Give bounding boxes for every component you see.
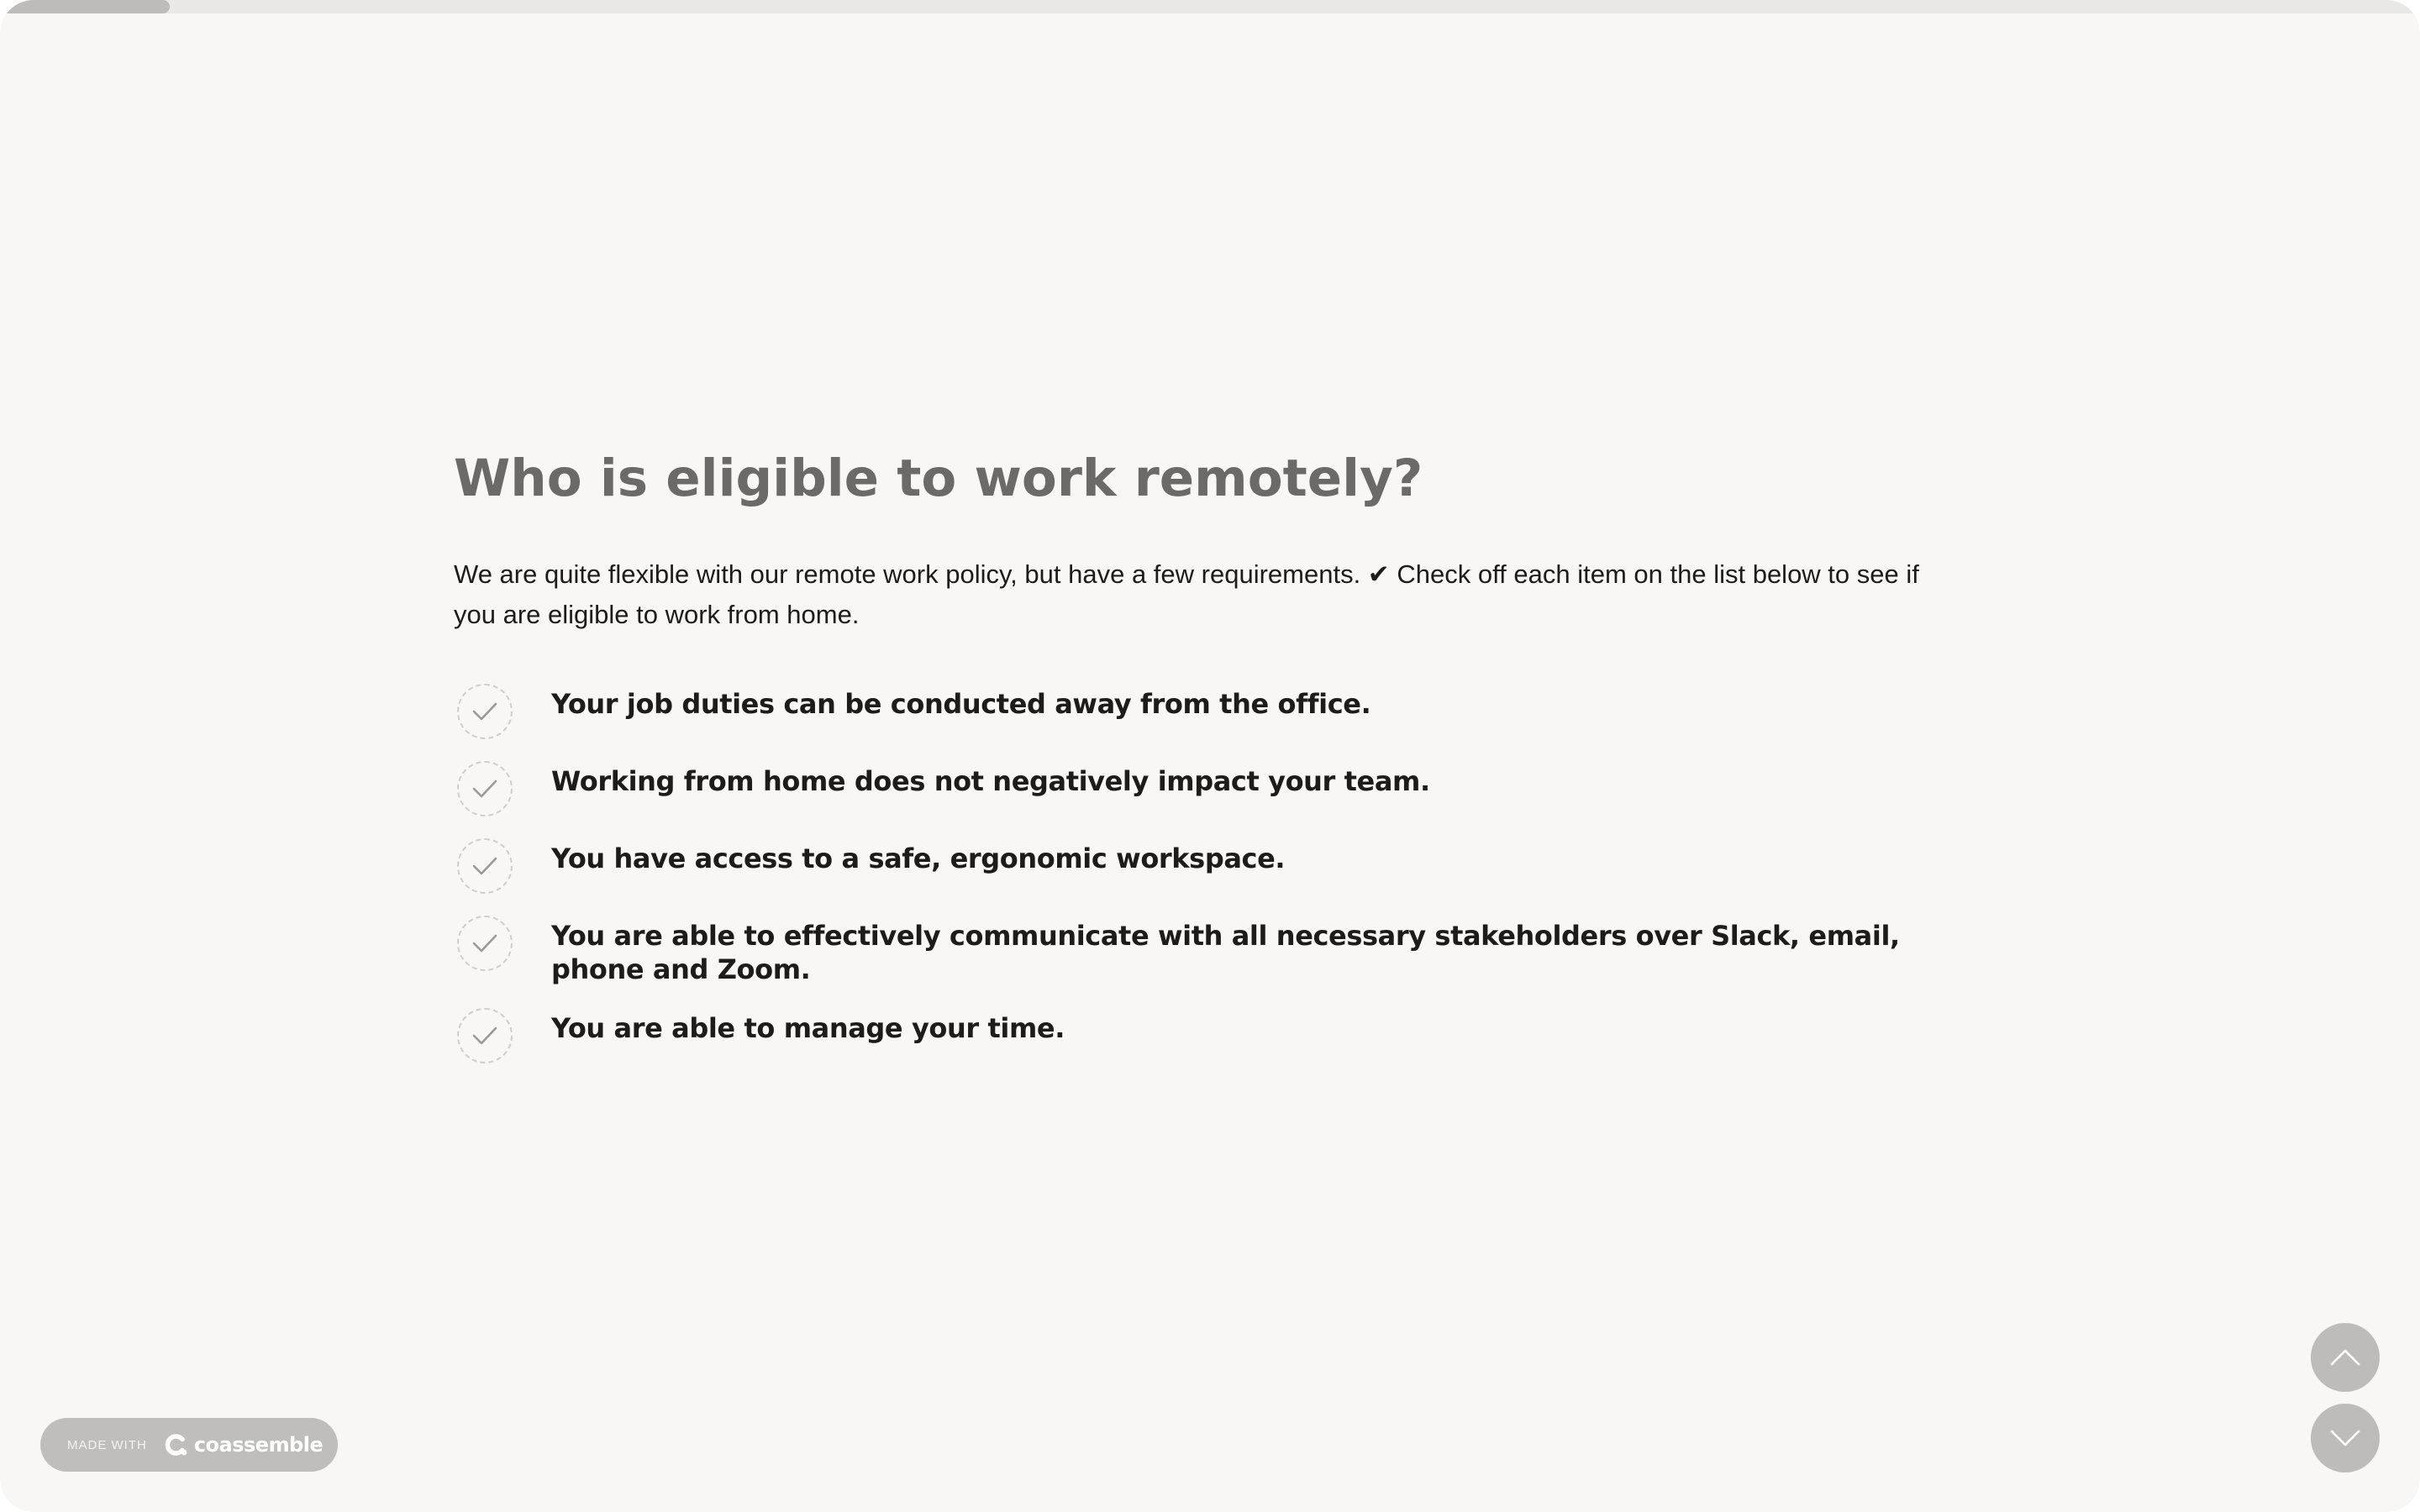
chevron-up-icon — [2327, 1339, 2364, 1376]
lesson-content — [454, 445, 1933, 1089]
checkmark-icon — [469, 1020, 501, 1052]
coassemble-logo-icon — [164, 1432, 189, 1457]
checklist-checkbox[interactable] — [457, 838, 513, 894]
checklist-item-label: You are able to manage your time. — [551, 1012, 1065, 1044]
checklist-checkbox[interactable] — [457, 761, 513, 816]
checklist-item[interactable] — [454, 842, 1933, 894]
checklist-item[interactable] — [454, 1011, 1933, 1063]
intro-text: We are quite flexible with our remote work policy, but have a few requirements. ✔ Check off each item on the list below to see if you are eligible to work from home. — [454, 559, 1919, 629]
checkmark-icon — [469, 773, 501, 805]
badge-made-with-label: MADE WITH — [67, 1437, 147, 1452]
checkmark-icon — [469, 850, 501, 882]
checklist-checkbox[interactable] — [457, 1008, 513, 1063]
checkmark-icon — [469, 696, 501, 727]
chevron-down-icon — [2327, 1420, 2364, 1457]
progress-bar-fill — [0, 0, 170, 13]
checklist-checkbox[interactable] — [457, 684, 513, 739]
checklist-item[interactable] — [454, 919, 1933, 986]
eligibility-checklist — [454, 687, 1933, 1063]
page-title: Who is eligible to work remotely? — [454, 449, 1423, 508]
checklist-item-label: Working from home does not negatively impact your team. — [551, 765, 1430, 797]
checklist-item-label: Your job duties can be conducted away from the office. — [551, 688, 1371, 720]
checklist-item[interactable] — [454, 764, 1933, 816]
checkmark-icon — [469, 927, 501, 959]
badge-brand-name: coassemble — [193, 1433, 324, 1457]
next-section-button[interactable] — [2311, 1404, 2380, 1473]
checklist-item[interactable] — [454, 687, 1933, 739]
progress-bar — [0, 0, 2420, 13]
made-with-badge[interactable] — [40, 1418, 338, 1472]
checklist-item-label: You are able to effectively communicate with all necessary stakeholders over Slack, email, phone and Zoom. — [551, 920, 1900, 985]
previous-section-button[interactable] — [2311, 1323, 2380, 1392]
checklist-checkbox[interactable] — [457, 916, 513, 971]
checklist-item-label: You have access to a safe, ergonomic workspace. — [551, 843, 1286, 874]
